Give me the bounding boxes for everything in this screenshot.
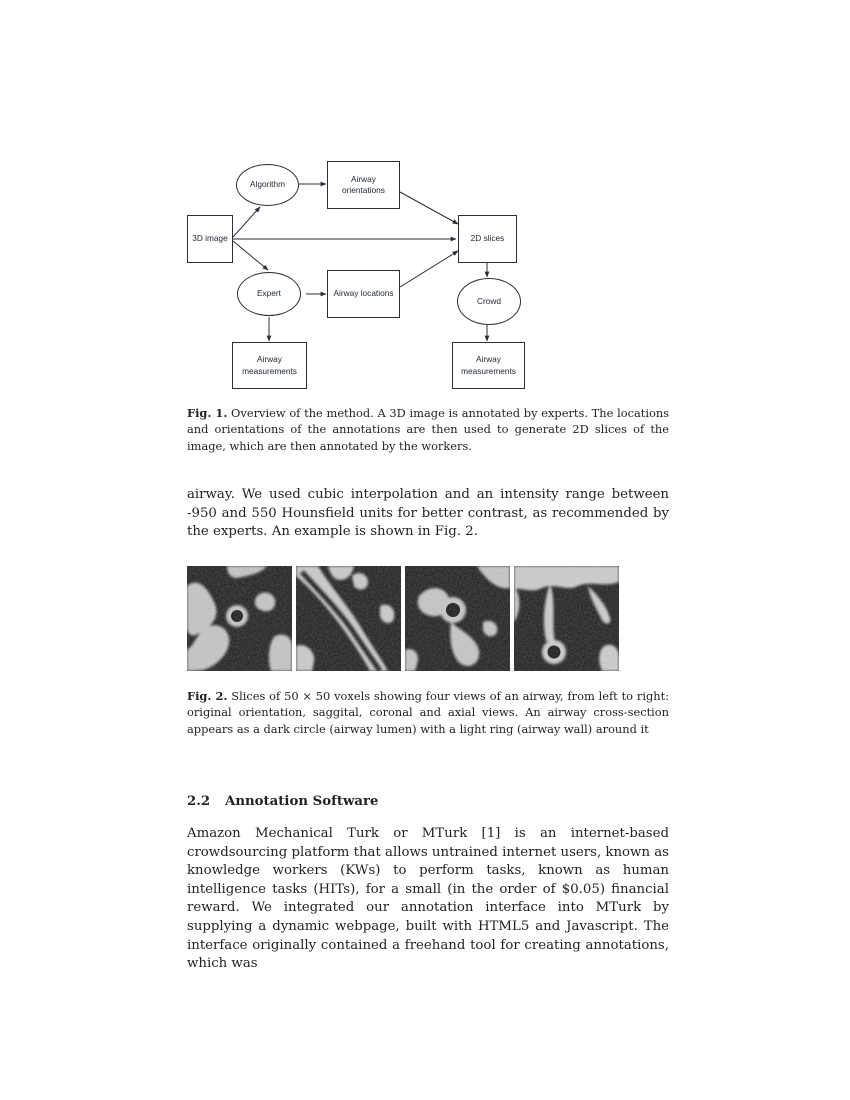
section-title: Annotation Software	[225, 794, 379, 809]
node-3d-image	[187, 215, 233, 263]
figure-2-caption-label: Fig. 2.	[187, 689, 228, 703]
node-algorithm	[236, 164, 299, 206]
arrow-orientations-to-2d	[400, 192, 458, 224]
figure-2-caption-text: Slices of 50 × 50 voxels showing four views of an airway, from left to right: original orientation, saggital, coronal and axial views. An airway cross-section appears as a dark circle (airway lumen) with a light ring (airway wall) around it	[187, 689, 670, 736]
method-overview-diagram	[180, 155, 530, 395]
node-airway-locations	[327, 270, 400, 318]
node-2d-slices-label: 2D slices	[470, 233, 505, 244]
figure-1-caption-label: Fig. 1.	[187, 406, 228, 420]
arrow-3d-to-expert	[233, 241, 268, 270]
section-heading	[187, 794, 379, 809]
node-3d-image-label: 3D image	[192, 233, 228, 244]
node-crowd	[457, 278, 521, 325]
figure-1-caption	[187, 405, 669, 454]
node-airway-measurements-expert-label: Airway measurements	[242, 354, 297, 376]
node-airway-measurements-expert	[232, 342, 307, 389]
node-airway-measurements-crowd	[452, 342, 525, 389]
arrow-3d-to-algorithm	[233, 207, 260, 237]
node-airway-locations-label: Airway locations	[333, 288, 394, 299]
node-crowd-label: Crowd	[477, 295, 501, 306]
slice-saggital-image	[296, 566, 401, 671]
node-expert	[237, 272, 301, 316]
arrow-locations-to-2d	[400, 251, 458, 287]
slice-axial-image	[514, 566, 619, 671]
section-number: 2.2	[187, 794, 211, 809]
node-2d-slices	[458, 215, 517, 263]
figure-2-caption	[187, 688, 669, 737]
body-paragraph-2: Amazon Mechanical Turk or MTurk [1] is an internet-based crowdsourcing platform that allows untrained internet users, known as knowledge workers (KWs) to perform tasks, known as human intelligence tasks (HITs), for a small (in the order of $0.05) financial reward. We integrated our annotation interface into MTurk by supplying a dynamic webpage, built with HTML5 and Javascript. The interface originally contained a freehand tool for creating annotations, which was	[187, 826, 669, 972]
node-airway-orientations	[327, 161, 400, 209]
body-paragraph-1: airway. We used cubic interpolation and an intensity range between -950 and 550 Hounsfield units for better contrast, as recommended by the experts. An example is shown in Fig. 2.	[187, 487, 669, 540]
figure-1-caption-text: Overview of the method. A 3D image is annotated by experts. The locations and orientations of the annotations are then used to generate 2D slices of the image, which are then annotated by the workers.	[187, 406, 670, 453]
slice-coronal-image	[405, 566, 510, 671]
node-airway-measurements-crowd-label: Airway measurements	[461, 354, 516, 376]
airway-slices-figure	[187, 566, 620, 671]
node-airway-orientations-label: Airway orientations	[342, 173, 385, 195]
slice-original-orientation-image	[187, 566, 292, 671]
node-expert-label: Expert	[257, 288, 281, 299]
node-algorithm-label: Algorithm	[249, 179, 286, 190]
